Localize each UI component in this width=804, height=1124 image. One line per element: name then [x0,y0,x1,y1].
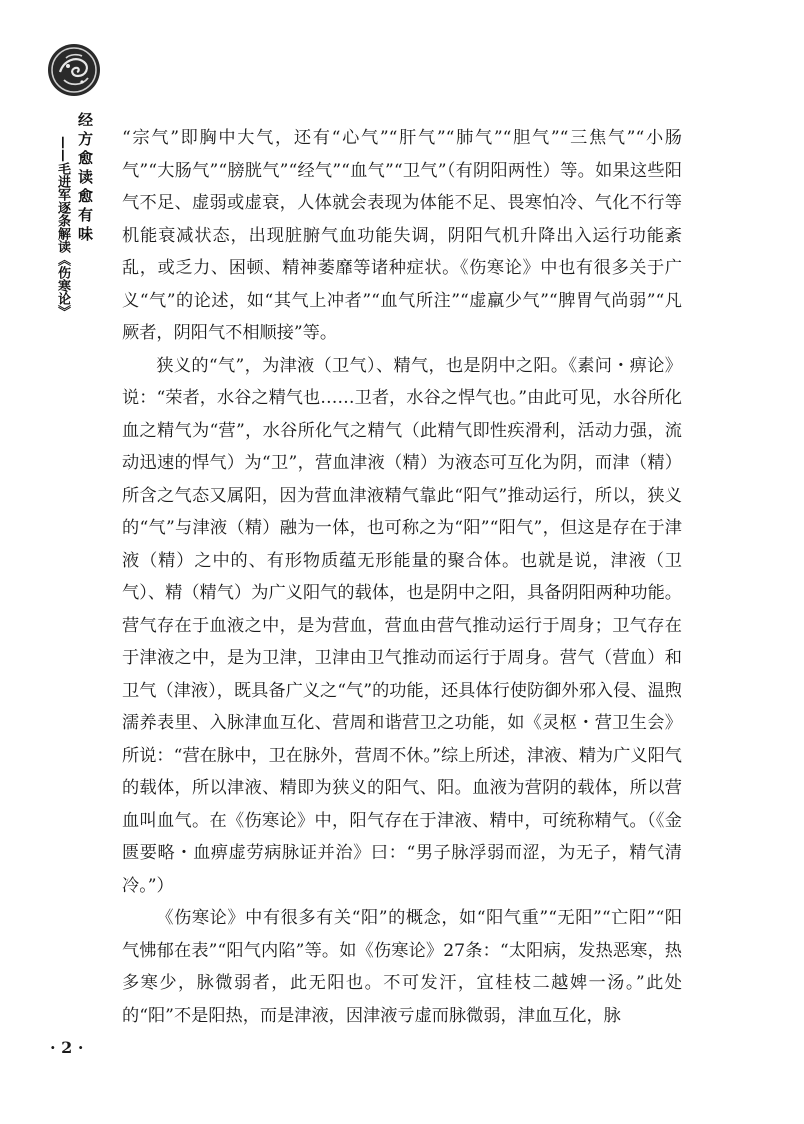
main-text [122,122,682,1032]
series-subtitle: ——毛进军逐条解读《伤寒论》 [55,136,70,318]
decorative-emblem-icon [46,42,102,98]
paragraph: “宗气”即胸中大气，还有“心气”“肝气”“肺气”“胆气”“三焦气”“小肠气”“大肠气”“膀胱气”“经气”“血气”“卫气”（有阴阳两性）等。如果这些阳气不足、虚弱或虚衰，人体就会表现为体能不足、畏寒怕冷、气化不行等机能衰减状态，出现脏腑气血功能失调，阴阳气机升降出入运行功能紊乱，或乏力、困顿、精神萎靡等诸种症状。《伤寒论》中也有很多关于广义“气”的论述，如“其气上冲者”“血气所注”“虚羸少气”“脾胃气尚弱”“凡厥者，阴阳气不相顺接”等。 [122,128,682,343]
paragraph: 《伤寒论》中有很多有关“阳”的概念，如“阳气重”“无阳”“亡阳”“阳气怫郁在表”“阳气内陷”等。如《伤寒论》27条：“太阳病，发热恶寒，热多寒少，脉微弱者，此无阳也。不可发汗，宜桂枝二越婢一汤。”此处的“阳”不是阳热，而是津液，因津液亏虚而脉微弱，津血互化，脉 [122,908,682,1026]
paragraph: 狭义的“气”，为津液（卫气）、精气，也是阴中之阳。《素问・痹论》说：“荣者，水谷之精气也……卫者，水谷之悍气也。”由此可见，水谷所化血之精气为“营”，水谷所化气之精气（此精气即性疾滑利，活动力强，流动迅速的悍气）为“卫”，营血津液（精）为液态可互化为阴，而津（精）所含之气态又属阳，因为营血津液精气靠此“阳气”推动运行，所以，狭义的“气”与津液（精）融为一体，也可称之为“阳”“阳气”，但这是存在于津液（精）之中的、有形物质蕴无形能量的聚合体。也就是说，津液（卫气）、精（精气）为广义阳气的载体，也是阴中之阳，具备阴阳两种功能。营气存在于血液之中，是为营血，营血由营气推动运行于周身；卫气存在于津液之中，是为卫津，卫津由卫气推动而运行于周身。营气（营血）和卫气（津液），既具备广义之“气”的功能，还具体行使防御外邪入侵、温煦濡养表里、入脉津血互化、营周和谐营卫之功能，如《灵枢・营卫生会》所说：“营在脉中，卫在脉外，营周不休。”综上所述，津液、精为广义阳气的载体，所以津液、精即为狭义的阳气、阳。血液为营阴的载体，所以营血叫血气。在《伤寒论》中，阳气存在于津液、精中，可统称精气。（《金匮要略・血痹虚劳病脉证并治》曰：“男子脉浮弱而涩，为无子，精气清冷。”） [122,355,682,896]
series-title: 经方愈读愈有味 [76,112,94,245]
series-title-block [50,112,102,332]
page-number: · 2 · [50,1038,84,1057]
